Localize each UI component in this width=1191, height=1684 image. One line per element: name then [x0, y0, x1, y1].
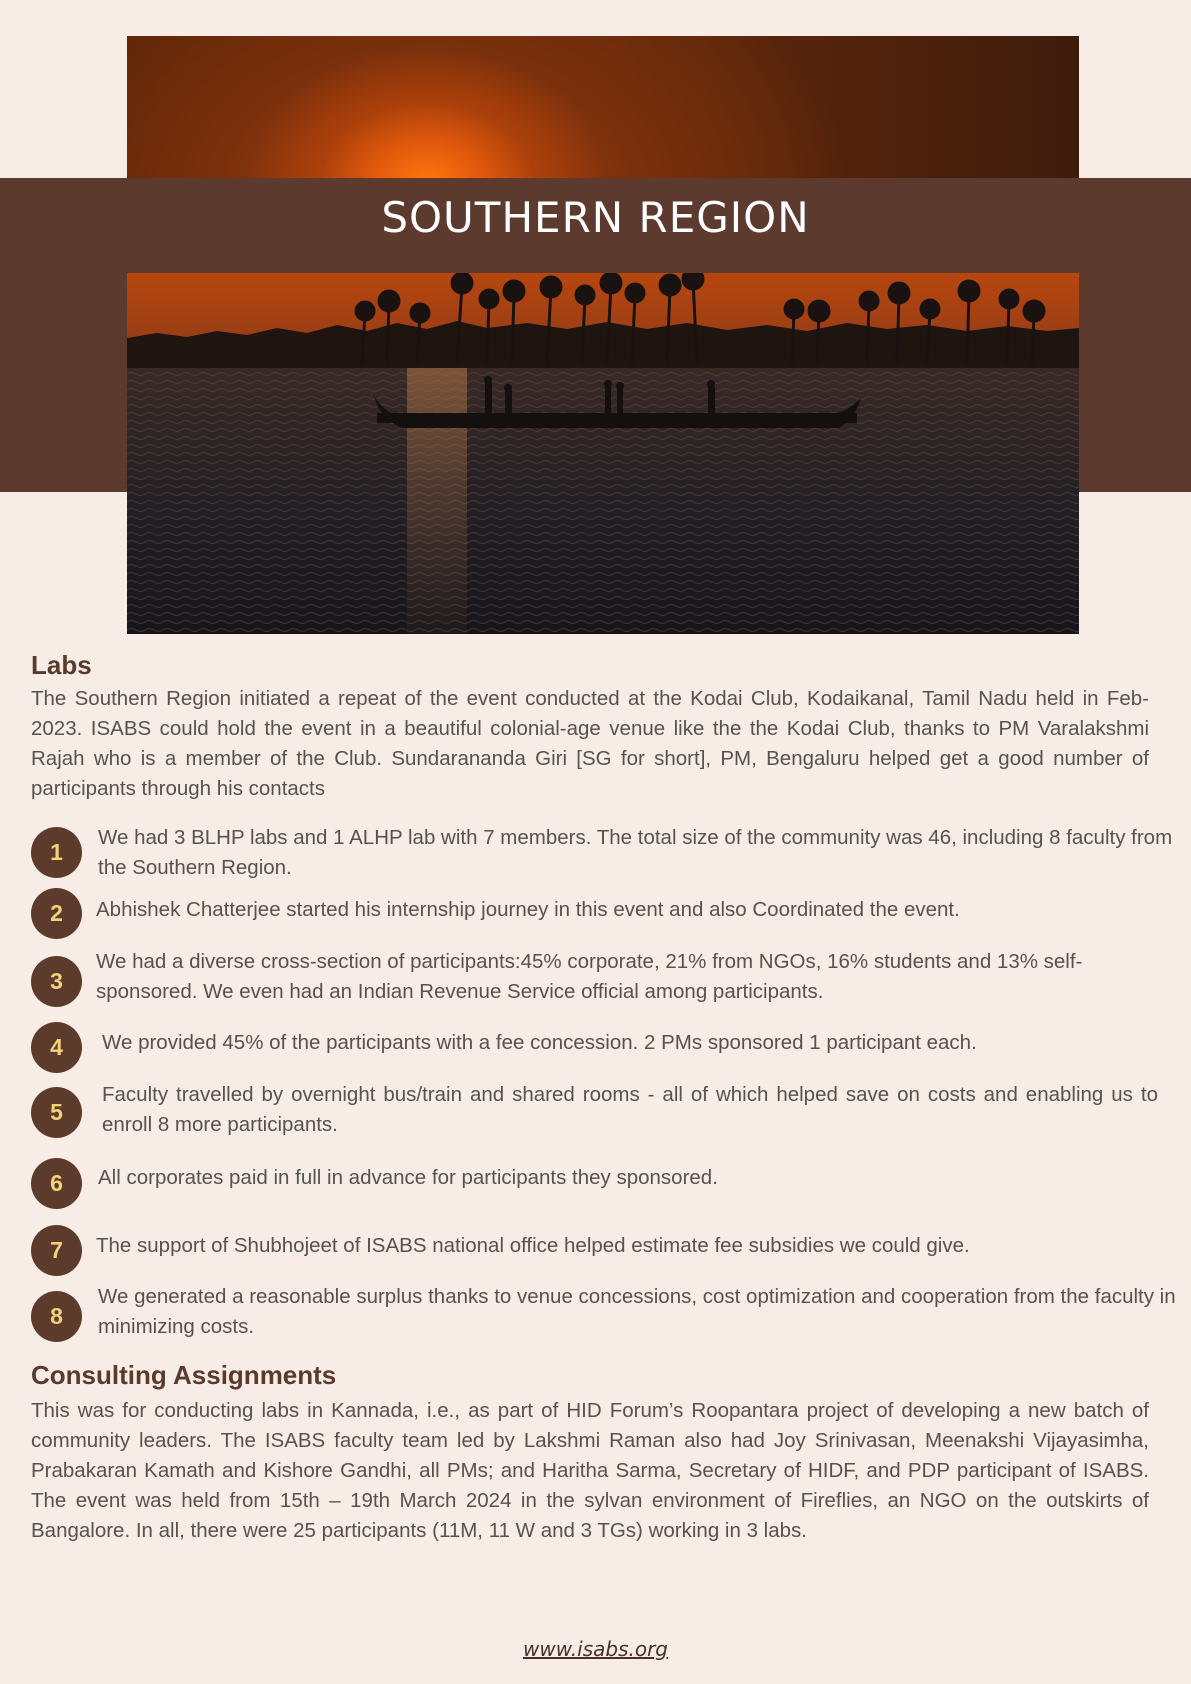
backwater-boat-photo	[127, 273, 1079, 634]
number-badge: 7	[31, 1225, 82, 1276]
labs-intro-paragraph: The Southern Region initiated a repeat of the event conducted at the Kodai Club, Kodaikanal, Tamil Nadu held in Feb-2023. ISABS could hold the event in a beautiful colonial-age venue like the the Kodai Club, thanks to PM Varalakshmi Rajah who is a member of the Club. Sundarananda Giri [SG for short], PM, Bengaluru helped get a good number of participants through his contacts	[31, 687, 1149, 800]
consulting-heading: Consulting Assignments	[31, 1360, 337, 1390]
list-item-text: Faculty travelled by overnight bus/train and shared rooms - all of which helped save on costs and enabling us to enroll 8 more participants.	[102, 1083, 1158, 1136]
consulting-paragraph: This was for conducting labs in Kannada, i.e., as part of HID Forum’s Roopantara project of developing a new batch of community leaders. The ISABS faculty team led by Lakshmi Raman also had Joy Srinivasan, Meenakshi Vijayasimha, Prabakaran Kamath and Kishore Gandhi, all PMs; and Haritha Sarma, Secretary of HIDF, and PDP participant of ISABS. The event was held from 15th – 19th March 2024 in the sylvan environment of Fireflies, an NGO on the outskirts of Bangalore. In all, there were 25 participants (11M, 11 W and 3 TGs) working in 3 labs.	[31, 1399, 1149, 1542]
sunset-sky-photo	[127, 36, 1079, 178]
number-badge: 8	[31, 1291, 82, 1342]
number-badge: 1	[31, 827, 82, 878]
list-item-text: Abhishek Chatterjee started his internship journey in this event and also Coordinated the event.	[96, 898, 960, 921]
number-badge: 5	[31, 1087, 82, 1138]
list-item-text: We had 3 BLHP labs and 1 ALHP lab with 7 members. The total size of the community was 46, including 8 faculty from the Southern Region.	[98, 826, 1173, 879]
list-item-text: All corporates paid in full in advance for participants they sponsored.	[98, 1166, 718, 1189]
number-badge: 3	[31, 956, 82, 1007]
page-title: SOUTHERN REGION	[381, 193, 810, 242]
list-item-text: The support of Shubhojeet of ISABS national office helped estimate fee subsidies we could give.	[96, 1234, 970, 1257]
labs-heading: Labs	[31, 650, 92, 680]
boat-silhouette-illustration	[127, 273, 1079, 634]
number-badge: 4	[31, 1022, 82, 1073]
list-item-text: We generated a reasonable surplus thanks to venue concessions, cost optimization and cooperation from the faculty in minimizing costs.	[98, 1285, 1176, 1338]
website-link[interactable]: www.isabs.org	[522, 1637, 668, 1661]
number-badge: 6	[31, 1158, 82, 1209]
list-item-text: We had a diverse cross-section of participants:45% corporate, 21% from NGOs, 16% students and 13% self-sponsored. We even had an Indian Revenue Service official among participants.	[96, 950, 1083, 1003]
list-item-text: We provided 45% of the participants with a fee concession. 2 PMs sponsored 1 participant each.	[102, 1031, 977, 1054]
number-badge: 2	[31, 888, 82, 939]
